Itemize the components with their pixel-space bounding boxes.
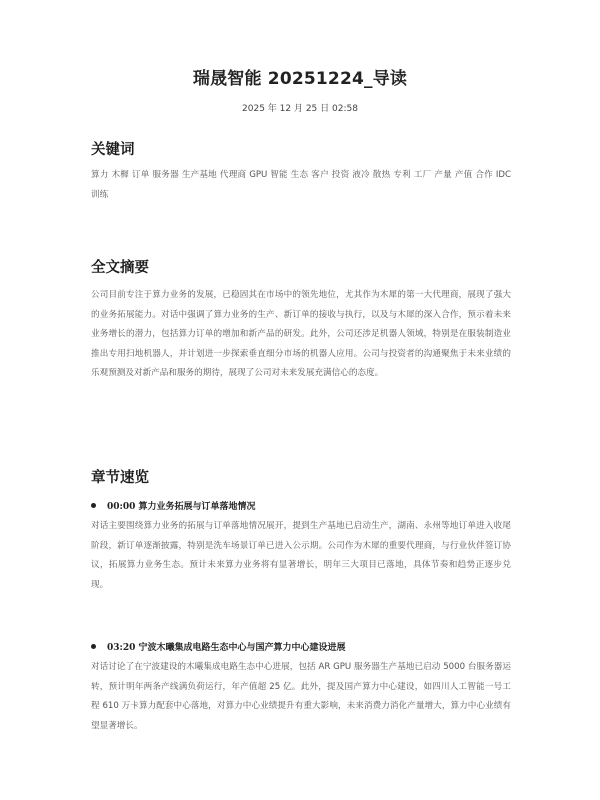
chapter-item-title: [91, 640, 511, 653]
document-date: 2025 年 12 月 25 日 02:58: [242, 104, 358, 114]
chapter-title-text: 03:20 宁波木曦集成电路生态中心与国产算力中心建设进展: [107, 643, 346, 653]
chapter-item-text: 对话主要围绕算力业务的拓展与订单落地情况展开，提到生产基地已启动生产，湖南、永州等地订单进入收尾阶段，新订单逐渐披露，特别是洗车场景订单已进入公示期。公司作为木犀的重要代理商，与行业伙伴签订协议，拓展算力业务生态。预计未来算力业务将有显著增长，明年三大项目已落地，具体节奏和趋势正逐步兑现。: [91, 521, 511, 590]
document-title: 瑞晟智能 20251224_导读: [192, 69, 408, 89]
keywords-text: 算力 木樨 订单 服务器 生产基地 代理商 GPU 智能 生态 客户 投资 液冷 散热 专利 工厂 产量 产值 合作 IDC 训练: [91, 170, 511, 200]
keywords-heading: 关键词: [91, 142, 135, 158]
chapter-title-text: 00:00 算力业务拓展与订单落地情况: [107, 502, 256, 512]
chapter-item-title: [91, 499, 511, 512]
summary-text: 公司目前专注于算力业务的发展，已稳固其在市场中的领先地位，尤其作为木犀的第一大代理商，展现了强大的业务拓展能力。对话中强调了算力业务的生产、新订单的接收与执行，以及与木犀的深入合作，预示着未来业务增长的潜力，包括算力订单的增加和新产品的研发。此外，公司还涉足机器人领域，特别是在服装制造业推出专用扫地机器人，并计划进一步探索垂直细分市场的机器人应用。公司与投资者的沟通聚焦于未来业绩的乐观预测及对新产品和服务的期待，展现了公司对未来发展充满信心的态度。: [91, 290, 511, 378]
bullet-icon: [91, 503, 96, 508]
bullet-icon: [91, 644, 96, 649]
summary-heading: 全文摘要: [91, 260, 149, 276]
chapters-heading: 章节速览: [91, 470, 149, 486]
chapter-item-text: 对话讨论了在宁波建设的木曦集成电路生态中心进展，包括 AR GPU 服务器生产基地已启动 5000 台服务器运转，预计明年两条产线满负荷运行，年产值超 25 亿。此外，提及国产算力中心建设，如四川人工智能一号工程 610 万卡算力配套中心落地，对算力中心业绩提升有重大影响，未来消费力消化产量增大，算力中心业绩有望显著增长。: [91, 662, 511, 731]
